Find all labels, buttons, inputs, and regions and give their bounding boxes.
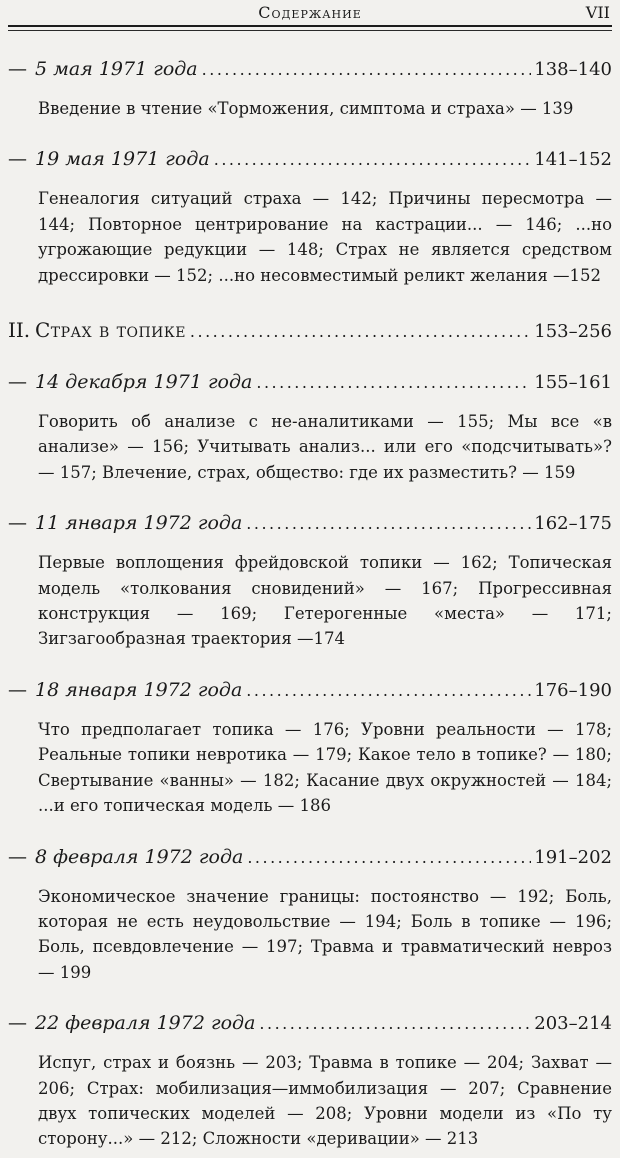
toc-entry (8, 147, 612, 172)
entry-date-label: 11 января 1972 года (35, 512, 243, 535)
section-number: II. (8, 318, 31, 343)
entry-description: Что предполагает топика — 176; Уровни реальности — 178; Реальные топики невротика — 179; Какое тело в топике? — 180; Свертывание «ванны» — 182; Касание двух окружностей — 184; ...и его топическая модель — 186 (38, 719, 612, 816)
entry-dash-marker: — (8, 58, 27, 80)
dot-leader (246, 679, 531, 703)
toc-entry (8, 845, 612, 870)
section-title: Страх в топике (35, 318, 186, 343)
entry-dash-marker: — (8, 678, 27, 701)
entry-dash-marker: — (8, 1012, 27, 1035)
page-title: Содержание (258, 3, 362, 22)
entry-date-label: 19 мая 1971 года (35, 148, 210, 171)
page-range: 203–214 (534, 1013, 612, 1035)
toc-entry (8, 57, 612, 82)
entry-description: Экономическое значение границы: постоянство — 192; Боль, которая не есть неудовольствие — 194; Боль в топике — 196; Боль, псевдовлечение — 197; Травма и травматический невроз — 199 (38, 886, 612, 982)
dot-leader (246, 512, 531, 536)
toc-entry (8, 370, 612, 395)
entry-date-label: 18 января 1972 года (35, 678, 243, 701)
dot-leader (190, 320, 531, 344)
entry-dash-marker: — (8, 512, 27, 535)
toc-entry (8, 511, 612, 536)
entry-date-label: 8 февраля 1972 года (35, 845, 244, 868)
header-double-rule (8, 25, 612, 31)
page-range: 191–202 (534, 846, 612, 868)
entry-description: Введение в чтение «Торможения, симптома и страха» — 139 (38, 99, 574, 118)
page-range: 176–190 (534, 679, 612, 701)
entry-date-label: 14 декабря 1971 года (35, 371, 253, 394)
entry-description: Говорить об анализе с не-аналитиками — 155; Мы все «в анализе» — 156; Учитывать анализ... или его «подсчитывать»? — 157; Влечение, страх, общество: где их разместить? — 159 (38, 412, 612, 482)
toc-section-header (8, 318, 612, 344)
dot-leader (259, 1012, 531, 1036)
toc-entry (8, 678, 612, 703)
entry-description: Генеалогия ситуаций страха — 142; Причины пересмотра — 144; Повторное центрирование на кастрации... — 146; ...но угрожающие редукции — 148; Страх не является средством дрессировки — 152; ...но несовместимый реликт желания —152 (38, 189, 612, 285)
page-range: 138–140 (534, 59, 612, 80)
entry-description: Испуг, страх и боязнь — 203; Травма в топике — 204; Захват — 206; Страх: мобилизация—иммобилизация — 207; Сравнение двух топических моделей — 208; Уровни модели из «По ту сторону...» — 212; Сложности «деривации» — 213 (38, 1053, 612, 1149)
running-head (8, 4, 612, 22)
dot-leader (256, 371, 531, 395)
page-range: 155–161 (534, 372, 612, 394)
page-range: 162–175 (534, 513, 612, 535)
entry-description: Первые воплощения фрейдовской топики — 162; Топическая модель «толкования сновидений» — 167; Прогрессивная конструкция — 169; Гетерогенные «места» — 171; Зигзагообразная траектория —174 (38, 553, 612, 649)
entry-date-label: 22 февраля 1972 года (35, 1012, 256, 1035)
entry-date-label: 5 мая 1971 года (35, 58, 198, 80)
entry-dash-marker: — (8, 845, 27, 868)
dot-leader (247, 846, 531, 870)
page-range: 153–256 (534, 321, 612, 343)
entry-dash-marker: — (8, 148, 27, 171)
toc-entry (8, 1011, 612, 1036)
folio-page-number: VII (585, 3, 610, 22)
page-range: 141–152 (534, 149, 612, 171)
entry-dash-marker: — (8, 371, 27, 394)
dot-leader (214, 148, 532, 172)
dot-leader (202, 58, 532, 82)
